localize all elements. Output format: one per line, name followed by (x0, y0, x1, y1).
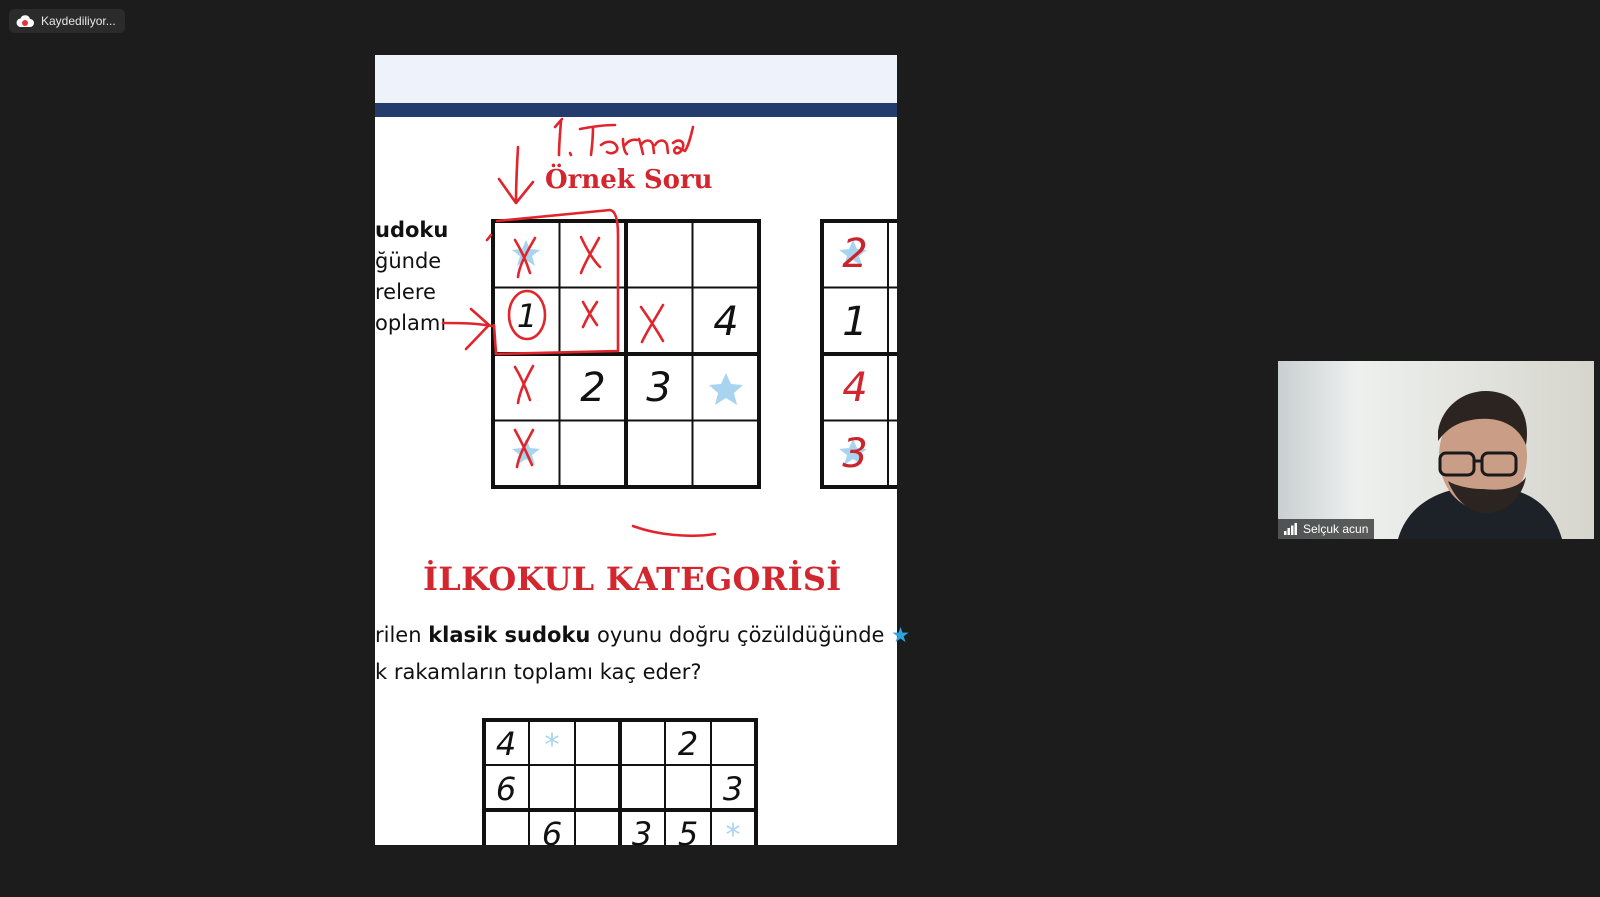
cat-cell-r3c2: 6 (541, 815, 563, 853)
question-part-a: rilen (375, 623, 429, 647)
side-cell-4: 3 (842, 431, 868, 477)
cat-cell-r2c1: 6 (495, 770, 517, 808)
desc-line-4: oplamı (375, 311, 447, 335)
example-cell-r3c3: 3 (646, 365, 672, 411)
desc-line-1: udoku (375, 218, 449, 242)
example-title: Örnek Soru (545, 165, 713, 195)
side-cell-3: 4 (842, 365, 868, 411)
cat-cell-r2c6: 3 (722, 770, 744, 808)
circled-value: 1 (516, 297, 538, 335)
question-part-c: oyunu doğru çözüldüğünde (590, 623, 892, 647)
participant-avatar (1278, 361, 1594, 539)
side-cell-2: 1 (842, 299, 868, 345)
example-cell-r2c4: 4 (713, 299, 739, 345)
question-keyword: klasik sudoku (428, 623, 591, 647)
cat-cell-r3c6: * (725, 818, 741, 853)
signal-bars-icon (1284, 523, 1298, 535)
cat-cell-r1c1: 4 (495, 725, 517, 763)
cat-cell-r3c4: 3 (631, 815, 653, 853)
shared-document[interactable] (375, 55, 910, 853)
recording-label: Kaydediliyor... (41, 14, 116, 28)
cat-cell-r1c5: 2 (677, 725, 699, 763)
desc-line-3: relere (375, 280, 436, 304)
participant-name: Selçuk acun (1303, 522, 1369, 536)
participant-name-tag (1278, 519, 1374, 539)
desc-line-2: ğünde (375, 249, 442, 273)
cat-cell-r1c2: * (544, 728, 560, 763)
side-cell-1: 2 (842, 231, 868, 277)
question-line-2: k rakamların toplamı kaç eder? (375, 660, 702, 684)
recording-indicator[interactable] (9, 9, 125, 33)
category-sudoku-grid (375, 55, 897, 853)
cat-cell-r3c5: 5 (677, 815, 699, 853)
cloud-record-icon (15, 14, 35, 28)
category-title: İLKOKUL KATEGORİSİ (423, 560, 842, 598)
participant-video-tile[interactable] (1278, 361, 1594, 539)
star-icon: ★ (891, 623, 910, 647)
example-cell-r3c2: 2 (580, 365, 606, 411)
